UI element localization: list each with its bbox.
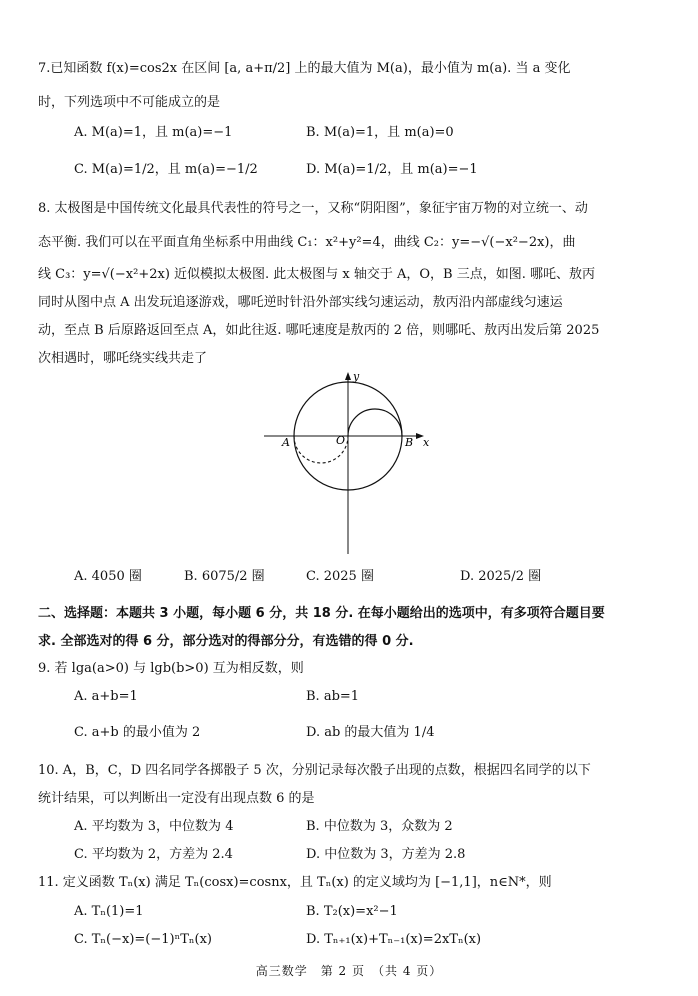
q7-line1: 7.已知函数 f(x)=cos2x 在区间 [a, a+π/2] 上的最大值为 M(a)，最小值为 m(a). 当 a 变化 — [38, 61, 571, 76]
page-footer: 高三数学 第 2 页 （共 4 页） — [255, 964, 443, 978]
q10-option-d: D. 中位数为 3，方差为 2.8 — [306, 847, 466, 862]
section2-line1: 二、选择题：本题共 3 小题，每小题 6 分，共 18 分. 在每小题给出的选项中，有多项符合题目要 — [38, 606, 605, 621]
q8-option-d: D. 2025/2 圈 — [460, 569, 542, 584]
point-o-label: O — [336, 434, 346, 447]
q9-option-c: C. a+b 的最小值为 2 — [74, 725, 201, 740]
q10-option-a: A. 平均数为 3，中位数为 4 — [74, 819, 234, 834]
taiji-figure — [256, 366, 440, 558]
q10-line1: 10. A，B，C，D 四名同学各掷骰子 5 次，分别记录每次骰子出现的点数，根据四名同学的以下 — [38, 763, 591, 778]
q8-line2: 态平衡. 我们可以在平面直角坐标系中用曲线 C₁：x²+y²=4，曲线 C₂：y=−√(−x²−2x)，曲 — [38, 235, 576, 250]
q9-line1: 9. 若 lga(a>0) 与 lgb(b>0) 互为相反数，则 — [38, 661, 304, 676]
q7-option-c: C. M(a)=1/2，且 m(a)=−1/2 — [74, 162, 258, 177]
q8-line6: 次相遇时，哪吒绕实线共走了 — [38, 351, 208, 366]
q11-option-b: B. T₂(x)=x²−1 — [306, 904, 398, 919]
q7-option-d: D. M(a)=1/2，且 m(a)=−1 — [306, 162, 478, 177]
q8-line1: 8. 太极图是中国传统文化最具代表性的符号之一，又称“阴阳图”，象征宇宙万物的对立统一、动 — [38, 201, 588, 216]
q9-option-b: B. ab=1 — [306, 689, 360, 704]
q8-line4: 同时从图中点 A 出发玩追逐游戏，哪吒逆时针沿外部实线匀速运动，敖丙沿内部虚线匀速运 — [38, 295, 563, 310]
q8-line5: 动，至点 B 后原路返回至点 A，如此往返. 哪吒速度是敖丙的 2 倍，则哪吒、敖丙出发后第 2025 — [38, 323, 600, 338]
q8-line3: 线 C₃：y=√(−x²+2x) 近似模拟太极图. 此太极图与 x 轴交于 A，O，B 三点，如图. 哪吒、敖丙 — [38, 267, 596, 282]
q11-option-a: A. Tₙ(1)=1 — [74, 904, 144, 919]
q10-option-b: B. 中位数为 3，众数为 2 — [306, 819, 453, 834]
x-label: x — [423, 436, 430, 449]
q9-option-a: A. a+b=1 — [74, 689, 138, 704]
q11-option-c: C. Tₙ(−x)=(−1)ⁿTₙ(x) — [74, 932, 213, 947]
point-b-label: B — [405, 436, 414, 449]
q7-option-a: A. M(a)=1，且 m(a)=−1 — [74, 125, 233, 140]
q8-option-a: A. 4050 圈 — [74, 569, 142, 584]
y-axis-arrow — [345, 372, 351, 380]
q10-option-c: C. 平均数为 2，方差为 2.4 — [74, 847, 233, 862]
section2-line2: 求. 全部选对的得 6 分，部分选对的得部分分，有选错的得 0 分. — [38, 634, 414, 649]
y-label: y — [353, 370, 360, 383]
q8-option-b: B. 6075/2 圈 — [184, 569, 265, 584]
q8-option-c: C. 2025 圈 — [306, 569, 374, 584]
q11-option-d: D. Tₙ₊₁(x)+Tₙ₋₁(x)=2xTₙ(x) — [306, 932, 482, 947]
q9-option-d: D. ab 的最大值为 1/4 — [306, 725, 435, 740]
q7-option-b: B. M(a)=1，且 m(a)=0 — [306, 125, 454, 140]
q10-line2: 统计结果，可以判断出一定没有出现点数 6 的是 — [38, 791, 315, 806]
q7-line2: 时，下列选项中不可能成立的是 — [38, 95, 221, 110]
q11-line1: 11. 定义函数 Tₙ(x) 满足 Tₙ(cosx)=cosnx，且 Tₙ(x) 的定义域均为 [−1,1]，n∈N*，则 — [38, 875, 552, 890]
point-a-label: A — [282, 436, 290, 449]
curve-c3 — [348, 409, 402, 436]
